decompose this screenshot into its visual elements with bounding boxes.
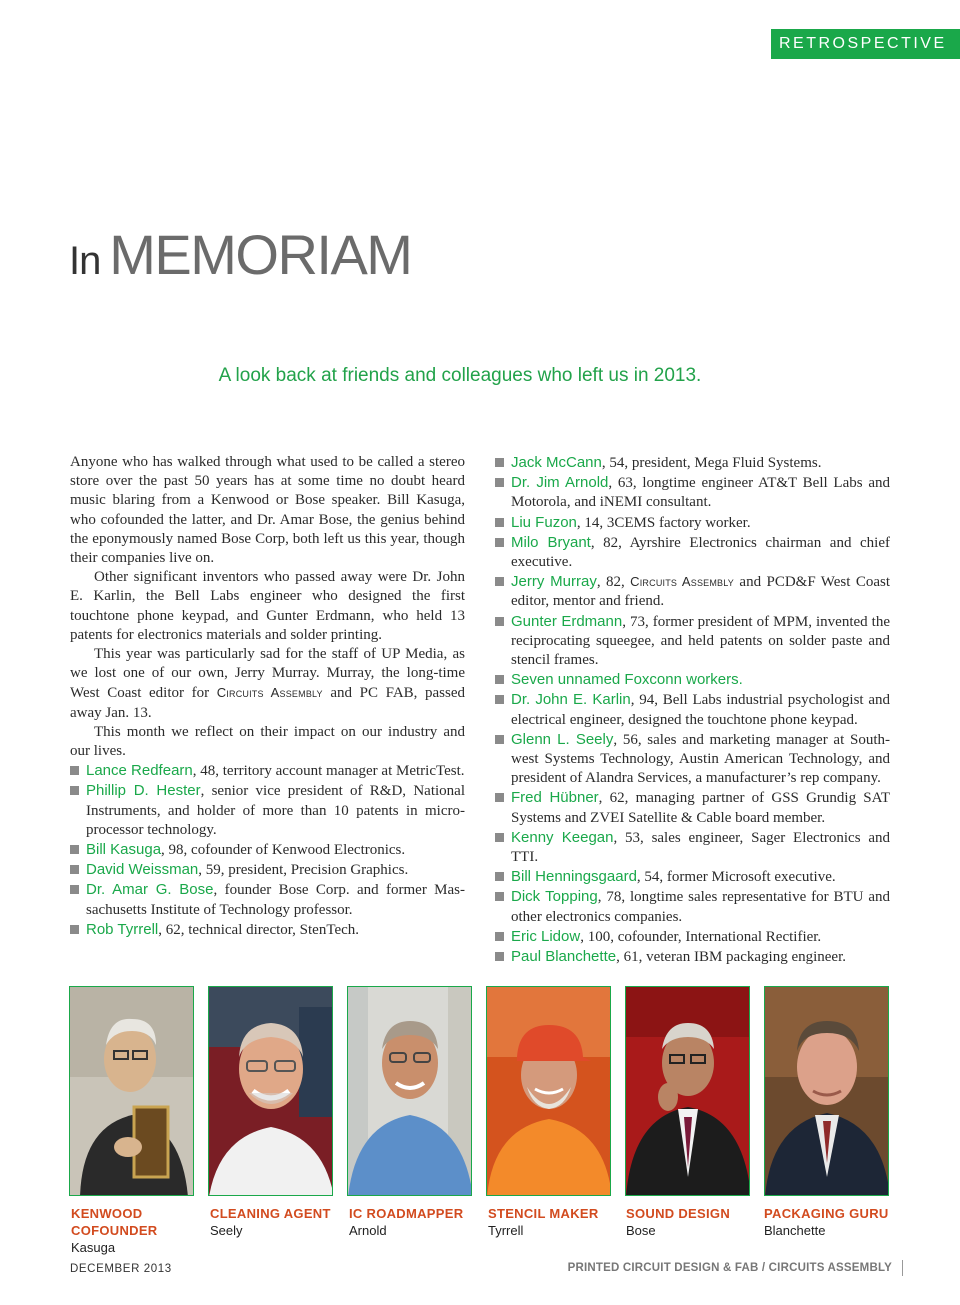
caption-name: Seely <box>210 1223 243 1238</box>
person-name: Bill Henningsgaard <box>511 868 637 886</box>
person-name: Lance Redfearn <box>86 762 193 780</box>
person-desc: , founder Bose Corp. and former Mas-sachusetts Institute of Technology professor. <box>86 882 465 918</box>
right-column <box>495 453 890 967</box>
intro-paragraph-3 <box>70 645 465 723</box>
person-desc-b: and PCD&F West Coast editor, mentor and friend. <box>511 574 890 610</box>
person-name: Kenny Keegan <box>511 828 614 846</box>
square-bullet-icon <box>70 865 79 874</box>
list-item <box>70 781 465 840</box>
list-item <box>495 513 890 533</box>
square-bullet-icon <box>70 925 79 934</box>
intro-paragraph-1: Anyone who has walked through what used to be called a stereo store over the past 50 years has at some time no doubt heard music blaring from a Kenwood or Bose speaker. Bill Kasuga, who cofounded the latter, and Dr. Amar Bose, the genius behind the eponymously named Bose Corp, both left us this year, though their companies live on. <box>70 454 465 567</box>
people-list-right <box>495 453 890 967</box>
caption-role-2: COFOUNDER <box>71 1223 158 1238</box>
photo-caption-bose <box>626 1205 760 1239</box>
portrait-illustration <box>348 987 472 1196</box>
person-name: Fred Hübner <box>511 789 599 807</box>
square-bullet-icon <box>70 885 79 894</box>
square-bullet-icon <box>495 538 504 547</box>
person-name: Dick Topping <box>511 888 598 906</box>
caption-role: SOUND DESIGN <box>626 1206 731 1221</box>
portrait-illustration <box>626 987 750 1196</box>
list-item <box>70 880 465 919</box>
list-item <box>495 612 890 671</box>
person-name: Liu Fuzon <box>511 513 577 531</box>
square-bullet-icon <box>495 695 504 704</box>
photo-tyrrell <box>486 986 611 1196</box>
photo-caption-blanchette <box>764 1205 898 1239</box>
list-item <box>495 788 890 827</box>
list-item <box>495 887 890 926</box>
square-bullet-icon <box>70 766 79 775</box>
photo-arnold <box>347 986 472 1196</box>
caption-name: Bose <box>626 1223 656 1238</box>
photo-caption-arnold <box>349 1205 483 1239</box>
publication-name: Circuits Assembly <box>630 574 734 590</box>
person-desc: , 54, former Microsoft executive. <box>636 869 836 886</box>
person-name: Rob Tyrrell <box>86 920 159 938</box>
person-name: Dr. John E. Karlin <box>511 691 631 709</box>
caption-role: IC ROADMAPPER <box>349 1206 464 1221</box>
person-desc: , 62, technical director, StenTech. <box>158 921 360 938</box>
left-column <box>70 453 465 940</box>
footer-divider <box>902 1260 903 1276</box>
intro-paragraph-2: Other significant inventors who passed away were Dr. John E. Karlin, the Bell Labs engineer who designed the first touchtone phone keypad, and Gunter Erdmann, who held 13 patents for electronics materials and solder printing. <box>70 569 465 643</box>
intro-p3-text-b: and PC FAB, passed away Jan. 13. <box>70 685 466 721</box>
person-name: Phillip D. Hester <box>86 782 201 800</box>
square-bullet-icon <box>495 833 504 842</box>
photo-caption-kasuga <box>71 1205 205 1256</box>
person-desc-a: , 82, <box>596 574 631 591</box>
list-item <box>495 533 890 572</box>
square-bullet-icon <box>495 735 504 744</box>
person-desc: , 94, Bell Labs industrial psychologist and electrical engineer, designed the touchtone phone keypad. <box>511 692 891 728</box>
list-item <box>495 473 890 512</box>
list-item <box>495 867 890 887</box>
person-desc: , 63, longtime engineer AT&T Bell Labs and Motorola, and iNEMI consultant. <box>511 475 890 511</box>
people-list-left <box>70 761 465 940</box>
square-bullet-icon <box>495 952 504 961</box>
photo-row <box>69 986 891 1255</box>
list-item <box>495 670 890 690</box>
person-desc: , 56, sales and marketing manager at South-west Systems Technology, Austin American Technology, and president of Alandra Services, a manufacturer’s rep company. <box>511 731 890 787</box>
caption-role: STENCIL MAKER <box>488 1206 599 1221</box>
footer-publication: PRINTED CIRCUIT DESIGN & FAB / CIRCUITS ASSEMBLY <box>567 1262 892 1274</box>
square-bullet-icon <box>70 786 79 795</box>
square-bullet-icon <box>70 845 79 854</box>
person-name: Paul Blanchette <box>511 948 617 966</box>
list-item <box>495 730 890 789</box>
list-item <box>70 761 465 781</box>
caption-role: CLEANING AGENT <box>210 1206 331 1221</box>
person-name: Jack McCann <box>511 454 602 471</box>
person-name: Dr. Jim Arnold <box>511 474 609 492</box>
intro-paragraph-4: This month we reflect on their impact on our industry and our lives. <box>70 723 465 760</box>
section-tag: RETROSPECTIVE <box>771 29 960 59</box>
person-name: Dr. Amar G. Bose <box>86 881 214 899</box>
square-bullet-icon <box>495 617 504 626</box>
person-desc: , 14, 3CEMS factory worker. <box>576 514 751 531</box>
person-name: Eric Lidow <box>511 927 581 945</box>
square-bullet-icon <box>495 478 504 487</box>
list-item <box>495 690 890 729</box>
page-subtitle: A look back at friends and colleagues who left us in 2013. <box>218 365 702 386</box>
caption-name: Blanchette <box>764 1223 826 1238</box>
publication-name: Circuits Assembly <box>216 685 323 701</box>
person-desc: , 82, Ayrshire Electronics chairman and chief executive. <box>511 534 890 571</box>
list-item <box>70 920 465 940</box>
portrait-illustration <box>70 987 194 1196</box>
person-name: David Weissman <box>86 861 199 879</box>
square-bullet-icon <box>495 518 504 527</box>
person-desc: , 73, former president of MPM, invented the reciprocating squeegee, and held patents on solder paste and stencil frames. <box>511 613 891 669</box>
portrait-illustration <box>765 987 889 1196</box>
person-name: Gunter Erdmann <box>511 612 623 630</box>
person-desc: , 100, cofounder, International Rectifier. <box>580 928 822 945</box>
list-item <box>495 828 890 867</box>
person-desc: , 62, managing partner of GSS Grundig SAT Systems and ZVEI Satellite & Cable board member. <box>511 790 890 826</box>
square-bullet-icon <box>495 675 504 684</box>
portrait-illustration <box>209 987 333 1196</box>
list-item <box>495 572 890 611</box>
person-desc: , 48, territory account manager at MetricTest. <box>192 763 465 780</box>
photo-seely <box>208 986 333 1196</box>
person-desc: , 54, president, Mega Fluid Systems. <box>601 455 822 471</box>
title-main: MEMORIAM <box>109 223 412 286</box>
title-prefix: In <box>69 239 101 283</box>
square-bullet-icon <box>495 872 504 881</box>
footer-date: DECEMBER 2013 <box>70 1263 172 1275</box>
square-bullet-icon <box>495 793 504 802</box>
caption-name: Tyrrell <box>488 1223 524 1238</box>
caption-name: Arnold <box>349 1223 387 1238</box>
person-desc: , 98, cofounder of Kenwood Electronics. <box>161 842 406 859</box>
photo-caption-tyrrell <box>488 1205 622 1239</box>
caption-role: PACKAGING GURU <box>764 1206 889 1221</box>
portrait-illustration <box>487 987 611 1196</box>
photo-bose <box>625 986 750 1196</box>
list-item <box>495 453 890 473</box>
caption-role: KENWOOD <box>71 1206 143 1221</box>
square-bullet-icon <box>495 892 504 901</box>
person-name: Seven unnamed Foxconn workers. <box>511 671 743 689</box>
photo-blanchette <box>764 986 889 1196</box>
square-bullet-icon <box>495 458 504 467</box>
list-item <box>70 860 465 880</box>
person-desc: , 59, president, Precision Graphics. <box>198 862 409 879</box>
person-name: Bill Kasuga <box>86 841 162 859</box>
person-desc: , senior vice president of R&D, National Instruments, and holder of more than 10 patents in micro-processor technology. <box>86 783 465 838</box>
intro-p3-text-a: This year was particularly sad for the staff of UP Media, as we lost one of our own, Jerry Murray. Murray, the long-time West Coast editor for <box>70 646 465 702</box>
list-item <box>495 927 890 947</box>
person-desc: , 53, sales engineer, Sager Electronics and TTI. <box>511 829 890 866</box>
square-bullet-icon <box>495 932 504 941</box>
person-name: Milo Bryant <box>511 533 591 551</box>
list-item <box>70 840 465 860</box>
square-bullet-icon <box>495 577 504 586</box>
photo-caption-seely <box>210 1205 344 1239</box>
photo-kasuga <box>69 986 194 1196</box>
caption-name: Kasuga <box>71 1240 116 1255</box>
person-name: Glenn L. Seely <box>511 730 614 748</box>
person-name: Jerry Murray <box>511 573 597 591</box>
page-title <box>69 222 411 287</box>
person-desc: , 61, veteran IBM packaging engineer. <box>616 949 846 966</box>
list-item <box>495 947 890 967</box>
person-desc: , 78, longtime sales representative for BTU and other electronics companies. <box>511 889 890 925</box>
